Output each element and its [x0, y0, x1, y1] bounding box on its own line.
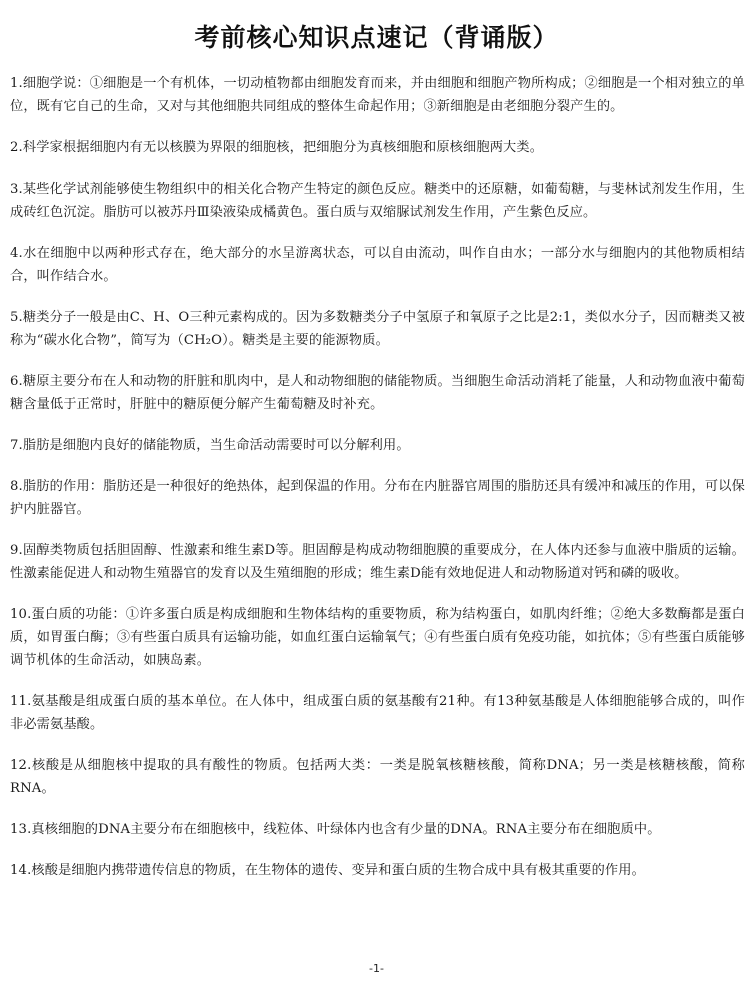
paragraph-5: 5.糖类分子一般是由C、H、O三种元素构成的。因为多数糖类分子中氢原子和氧原子之比是2:1，类似水分子，因而糖类又被称为“碳水化合物”，简写为（CH₂O）。糖类是主要的能源物质。 — [10, 310, 745, 348]
paragraph-10: 10.蛋白质的功能：①许多蛋白质是构成细胞和生物体结构的重要物质，称为结构蛋白，如肌肉纤维；②绝大多数酶都是蛋白质，如胃蛋白酶；③有些蛋白质具有运输功能，如血红蛋白运输氧气；④有些蛋白质有免疫功能，如抗体；⑤有些蛋白质能够调节机体的生命活动，如胰岛素。 — [10, 607, 745, 668]
paragraph-12: 12.核酸是从细胞核中提取的具有酸性的物质。包括两大类：一类是脱氧核糖核酸，简称DNA；另一类是核糖核酸，简称RNA。 — [10, 758, 745, 796]
paragraph-14: 14.核酸是细胞内携带遗传信息的物质，在生物体的遗传、变异和蛋白质的生物合成中具有极其重要的作用。 — [10, 863, 645, 878]
paragraph-9: 9.固醇类物质包括胆固醇、性激素和维生素D等。胆固醇是构成动物细胞膜的重要成分，在人体内还参与血液中脂质的运输。性激素能促进人和动物生殖器官的发育以及生殖细胞的形成；维生素D能有效地促进人和动物肠道对钙和磷的吸收。 — [10, 543, 745, 581]
paragraph-13: 13.真核细胞的DNA主要分布在细胞核中，线粒体、叶绿体内也含有少量的DNA。RNA主要分布在细胞质中。 — [10, 822, 661, 837]
paragraph-6: 6.糖原主要分布在人和动物的肝脏和肌肉中，是人和动物细胞的储能物质。当细胞生命活动消耗了能量，人和动物血液中葡萄糖含量低于正常时，肝脏中的糖原便分解产生葡萄糖及时补充。 — [10, 374, 745, 412]
page-number: -1- — [369, 962, 384, 975]
page-title: 考前核心知识点速记（背诵版） — [194, 23, 559, 52]
paragraph-11: 11.氨基酸是组成蛋白质的基本单位。在人体中，组成蛋白质的氨基酸有21种。有13种氨基酸是人体细胞能够合成的，叫作非必需氨基酸。 — [10, 694, 745, 732]
paragraph-1: 1.细胞学说：①细胞是一个有机体，一切动植物都由细胞发育而来，并由细胞和细胞产物所构成；②细胞是一个相对独立的单位，既有它自己的生命，又对与其他细胞共同组成的整体生命起作用；③新细胞是由老细胞分裂产生的。 — [10, 76, 745, 114]
paragraph-7: 7.脂肪是细胞内良好的储能物质，当生命活动需要时可以分解利用。 — [10, 438, 410, 453]
paragraph-3: 3.某些化学试剂能够使生物组织中的相关化合物产生特定的颜色反应。糖类中的还原糖，如葡萄糖，与斐林试剂发生作用，生成砖红色沉淀。脂肪可以被苏丹Ⅲ染液染成橘黄色。蛋白质与双缩脲试剂发生作用，产生紫色反应。 — [10, 182, 745, 220]
paragraph-8: 8.脂肪的作用：脂肪还是一种很好的绝热体，起到保温的作用。分布在内脏器官周围的脂肪还具有缓冲和减压的作用，可以保护内脏器官。 — [10, 479, 745, 517]
paragraph-4: 4.水在细胞中以两种形式存在，绝大部分的水呈游离状态，可以自由流动，叫作自由水；一部分水与细胞内的其他物质相结合，叫作结合水。 — [10, 246, 745, 284]
paragraph-2: 2.科学家根据细胞内有无以核膜为界限的细胞核，把细胞分为真核细胞和原核细胞两大类。 — [10, 140, 544, 155]
content-body — [10, 72, 745, 900]
